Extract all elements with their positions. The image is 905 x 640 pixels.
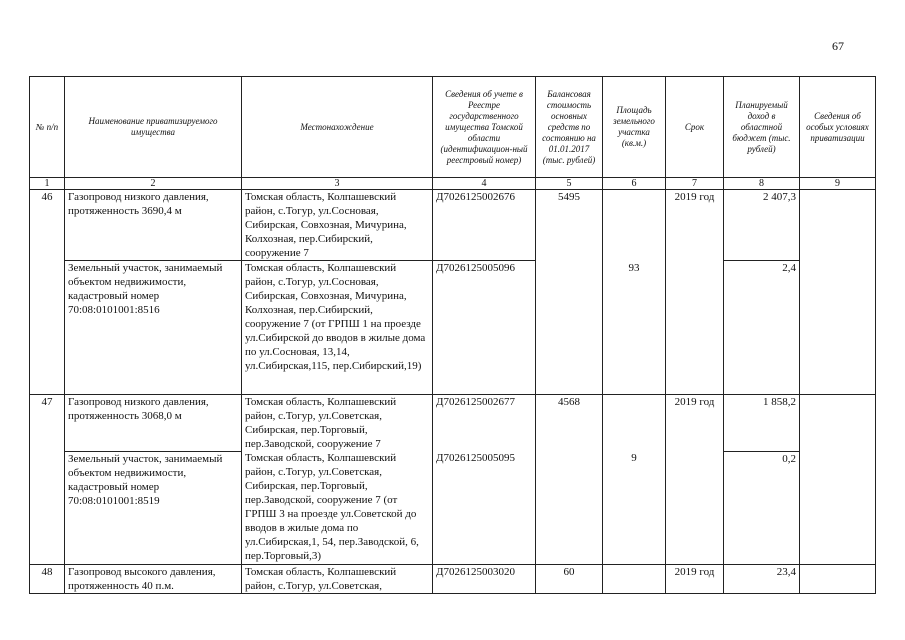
row-name: Газопровод низкого давления, протяженность 3068,0 м [65, 395, 242, 452]
column-numbers-row [30, 178, 876, 190]
row-name: Газопровод низкого давления, протяженность 3690,4 м [65, 190, 242, 261]
row-conditions [800, 451, 876, 564]
header-area: Площадь земельного участка (кв.м.) [603, 77, 666, 178]
row-location: Томская область, Колпашевский район, с.Тогур, ул.Советская, [242, 564, 433, 593]
row-term: 2019 год [666, 564, 724, 593]
table-row [30, 261, 876, 395]
row-term: 2019 год [666, 190, 724, 261]
row-income: 2,4 [724, 261, 800, 395]
row-income: 2 407,3 [724, 190, 800, 261]
row-conditions [800, 261, 876, 395]
row-income: 0,2 [724, 451, 800, 564]
row-num: 48 [30, 564, 65, 593]
table-row [30, 190, 876, 261]
row-balance: 4568 [536, 395, 603, 452]
page-number: 67 [832, 39, 844, 53]
row-term: 2019 год [666, 395, 724, 452]
row-registry: Д7026125005096 [433, 261, 536, 395]
row-area: 93 [603, 261, 666, 395]
row-income: 23,4 [724, 564, 800, 593]
row-balance [536, 261, 603, 395]
row-balance [536, 451, 603, 564]
row-registry: Д7026125002676 [433, 190, 536, 261]
row-location: Томская область, Колпашевский район, с.Тогур, ул.Советская, Сибирская, пер.Торговый, пер.Заводской, сооружение 7 [242, 395, 433, 452]
row-income: 1 858,2 [724, 395, 800, 452]
row-registry: Д7026125005095 [433, 451, 536, 564]
row-registry: Д7026125003020 [433, 564, 536, 593]
privatization-table [29, 76, 876, 594]
row-term [666, 261, 724, 395]
column-number: 3 [242, 178, 433, 190]
row-term [666, 451, 724, 564]
row-balance: 60 [536, 564, 603, 593]
row-area [603, 190, 666, 261]
header-location: Местонахождение [242, 77, 433, 178]
column-number: 5 [536, 178, 603, 190]
header-registry: Сведения об учете в Реестре государственного имущества Томской области (идентификацион-ный реестровый номер) [433, 77, 536, 178]
table-row [30, 451, 876, 564]
row-balance: 5495 [536, 190, 603, 261]
row-num: 47 [30, 395, 65, 452]
column-number: 2 [65, 178, 242, 190]
header-term: Срок [666, 77, 724, 178]
row-conditions [800, 190, 876, 261]
row-num [30, 261, 65, 395]
row-conditions [800, 395, 876, 452]
row-num: 46 [30, 190, 65, 261]
column-number: 7 [666, 178, 724, 190]
row-num [30, 451, 65, 564]
row-name: Земельный участок, занимаемый объектом недвижимости, кадастровый номер 70:08:0101001:8516 [65, 261, 242, 395]
header-name: Наименование приватизируемого имущества [65, 77, 242, 178]
header-income: Планируемый доход в областной бюджет (тыс. рублей) [724, 77, 800, 178]
header-balance: Балансовая стоимость основных средств по состоянию на 01.01.2017 (тыс. рублей) [536, 77, 603, 178]
column-number: 8 [724, 178, 800, 190]
header-row [30, 77, 876, 178]
row-name: Земельный участок, занимаемый объектом недвижимости, кадастровый номер 70:08:0101001:8519 [65, 451, 242, 564]
column-number: 6 [603, 178, 666, 190]
row-location: Томская область, Колпашевский район, с.Тогур, ул.Сосновая, Сибирская, Совхозная, Мичурина, Колхозная, пер.Сибирский, сооружение 7 (от ГРПШ 1 на проезде ул.Сибирской до вводов в жилые дома по ул.Сосновая, 13,14, ул.Сибирская,115, пер.Сибирский,19) [242, 261, 433, 395]
row-location: Томская область, Колпашевский район, с.Тогур, ул.Советская, Сибирская, пер.Торговый, пер.Заводской, сооружение 7 (от ГРПШ 3 на проезде ул.Советской до вводов в жилые дома по ул.Сибирская,1, 54, пер.Заводской, 6, пер.Торговый,3) [242, 451, 433, 564]
row-area [603, 564, 666, 593]
row-area: 9 [603, 451, 666, 564]
row-conditions [800, 564, 876, 593]
column-number: 4 [433, 178, 536, 190]
table-row [30, 564, 876, 593]
header-num: № п/п [30, 77, 65, 178]
row-location: Томская область, Колпашевский район, с.Тогур, ул.Сосновая, Сибирская, Совхозная, Мичурина, Колхозная, пер.Сибирский, сооружение 7 [242, 190, 433, 261]
row-name: Газопровод высокого давления, протяженность 40 п.м. [65, 564, 242, 593]
row-area [603, 395, 666, 452]
row-registry: Д7026125002677 [433, 395, 536, 452]
column-number: 9 [800, 178, 876, 190]
column-number: 1 [30, 178, 65, 190]
table-row [30, 395, 876, 452]
header-conditions: Сведения об особых условиях приватизации [800, 77, 876, 178]
